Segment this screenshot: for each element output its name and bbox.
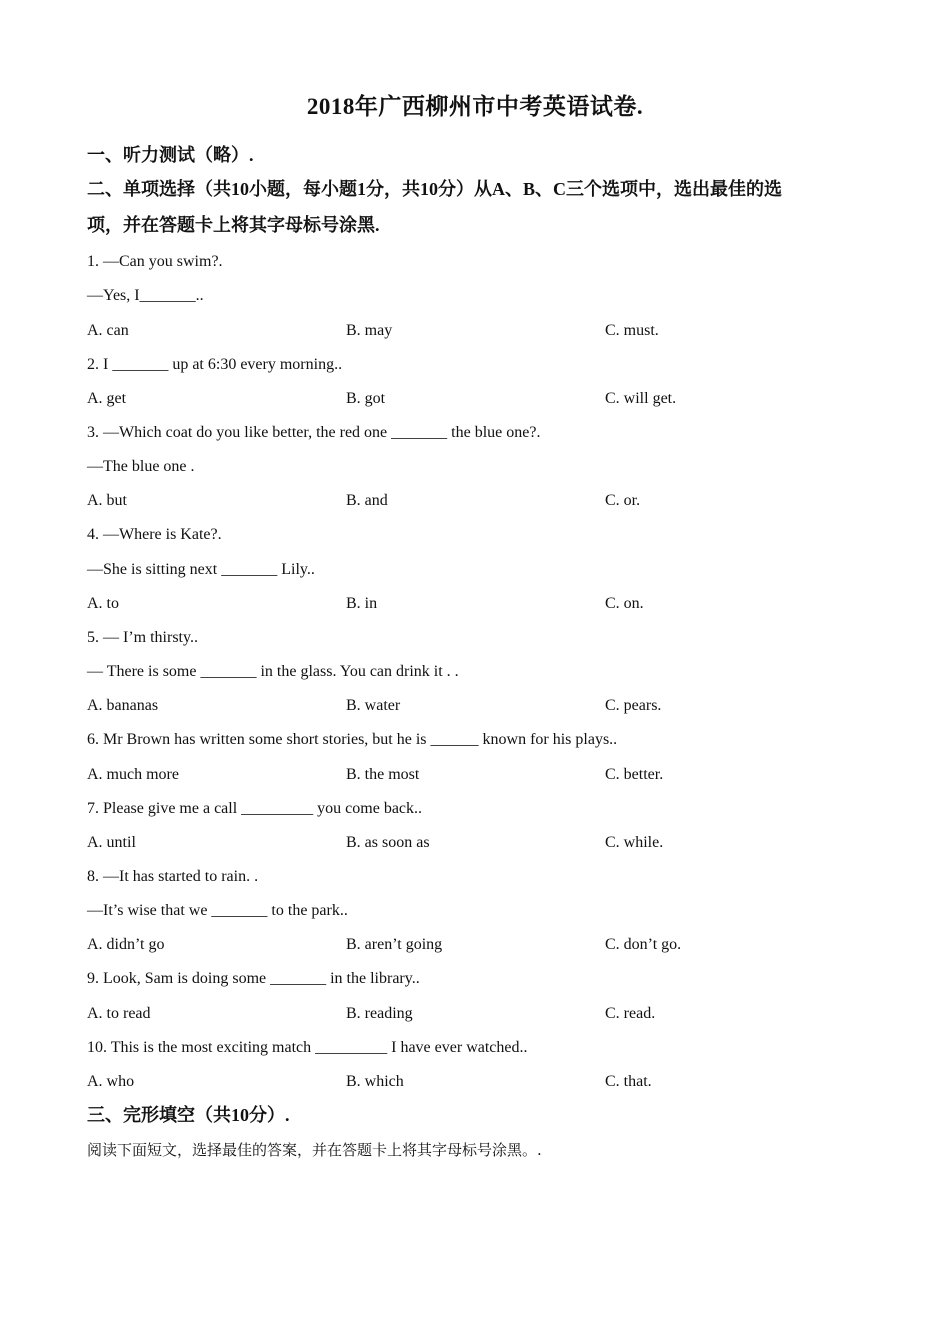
- section-choice-heading-line2: 项，并在答题卡上将其字母标号涂黑.: [87, 215, 380, 235]
- question-4-stem: 4. —Where is Kate?.: [87, 526, 222, 543]
- section-choice-heading-line1: 二、单项选择（共10小题，每小题1分，共10分）从A、B、C三个选项中，选出最佳的选: [87, 179, 783, 199]
- question-6-option-c: C. better.: [605, 766, 664, 783]
- question-9-stem: 9. Look, Sam is doing some _______ in the library..: [87, 970, 420, 987]
- section-cloze-instruction: 阅读下面短文，选择最佳的答案，并在答题卡上将其字母标号涂黑。.: [87, 1141, 542, 1159]
- section-listening-heading: 一、听力测试（略）.: [87, 145, 254, 165]
- question-1-reply: —Yes, I_______..: [87, 287, 204, 304]
- question-3-option-c: C. or.: [605, 492, 641, 509]
- question-2-option-c: C. will get.: [605, 390, 677, 407]
- question-5-reply: — There is some _______ in the glass. You can drink it . .: [87, 663, 459, 680]
- question-4-option-c: C. on.: [605, 595, 644, 612]
- question-2-stem: 2. I _______ up at 6:30 every morning..: [87, 356, 343, 373]
- question-5-stem: 5. — I’m thirsty..: [87, 629, 198, 646]
- question-1-stem: 1. —Can you swim?.: [87, 253, 223, 270]
- question-8-stem: 8. —It has started to rain. .: [87, 868, 259, 885]
- question-8-option-b: B. aren’t going: [346, 936, 443, 953]
- question-4-option-b: B. in: [346, 595, 378, 612]
- question-8-reply: —It’s wise that we _______ to the park..: [87, 902, 348, 919]
- question-1-option-a: A. can: [87, 322, 129, 339]
- question-2-option-a: A. get: [87, 390, 127, 407]
- question-8-option-c: C. don’t go.: [605, 936, 682, 953]
- question-6-option-a: A. much more: [87, 766, 179, 783]
- question-10-option-a: A. who: [87, 1073, 135, 1090]
- question-3-option-b: B. and: [346, 492, 388, 509]
- question-7-option-a: A. until: [87, 834, 136, 851]
- question-4-reply: —She is sitting next _______ Lily..: [87, 561, 315, 578]
- question-5-option-c: C. pears.: [605, 697, 662, 714]
- question-7-stem: 7. Please give me a call _________ you come back..: [87, 800, 423, 817]
- question-3-stem: 3. —Which coat do you like better, the red one _______ the blue one?.: [87, 424, 541, 441]
- question-7-option-c: C. while.: [605, 834, 664, 851]
- question-9-option-b: B. reading: [346, 1005, 413, 1022]
- question-9-option-a: A. to read: [87, 1005, 151, 1022]
- question-10-option-b: B. which: [346, 1073, 404, 1090]
- question-3-option-a: A. but: [87, 492, 127, 509]
- question-6-stem: 6. Mr Brown has written some short stories, but he is ______ known for his plays..: [87, 731, 618, 748]
- section-cloze-heading: 三、完形填空（共10分）.: [87, 1105, 290, 1125]
- question-7-option-b: B. as soon as: [346, 834, 430, 851]
- question-2-option-b: B. got: [346, 390, 386, 407]
- question-9-option-c: C. read.: [605, 1005, 656, 1022]
- page-title: 2018年广西柳州市中考英语试卷.: [306, 94, 644, 119]
- question-6-option-b: B. the most: [346, 766, 420, 783]
- question-5-option-b: B. water: [346, 697, 401, 714]
- question-4-option-a: A. to: [87, 595, 119, 612]
- question-10-stem: 10. This is the most exciting match _________ I have ever watched..: [87, 1039, 528, 1056]
- question-3-reply: —The blue one .: [87, 458, 195, 475]
- question-8-option-a: A. didn’t go: [87, 936, 165, 953]
- question-1-option-c: C. must.: [605, 322, 659, 339]
- question-1-option-b: B. may: [346, 322, 393, 339]
- question-5-option-a: A. bananas: [87, 697, 159, 714]
- question-10-option-c: C. that.: [605, 1073, 652, 1090]
